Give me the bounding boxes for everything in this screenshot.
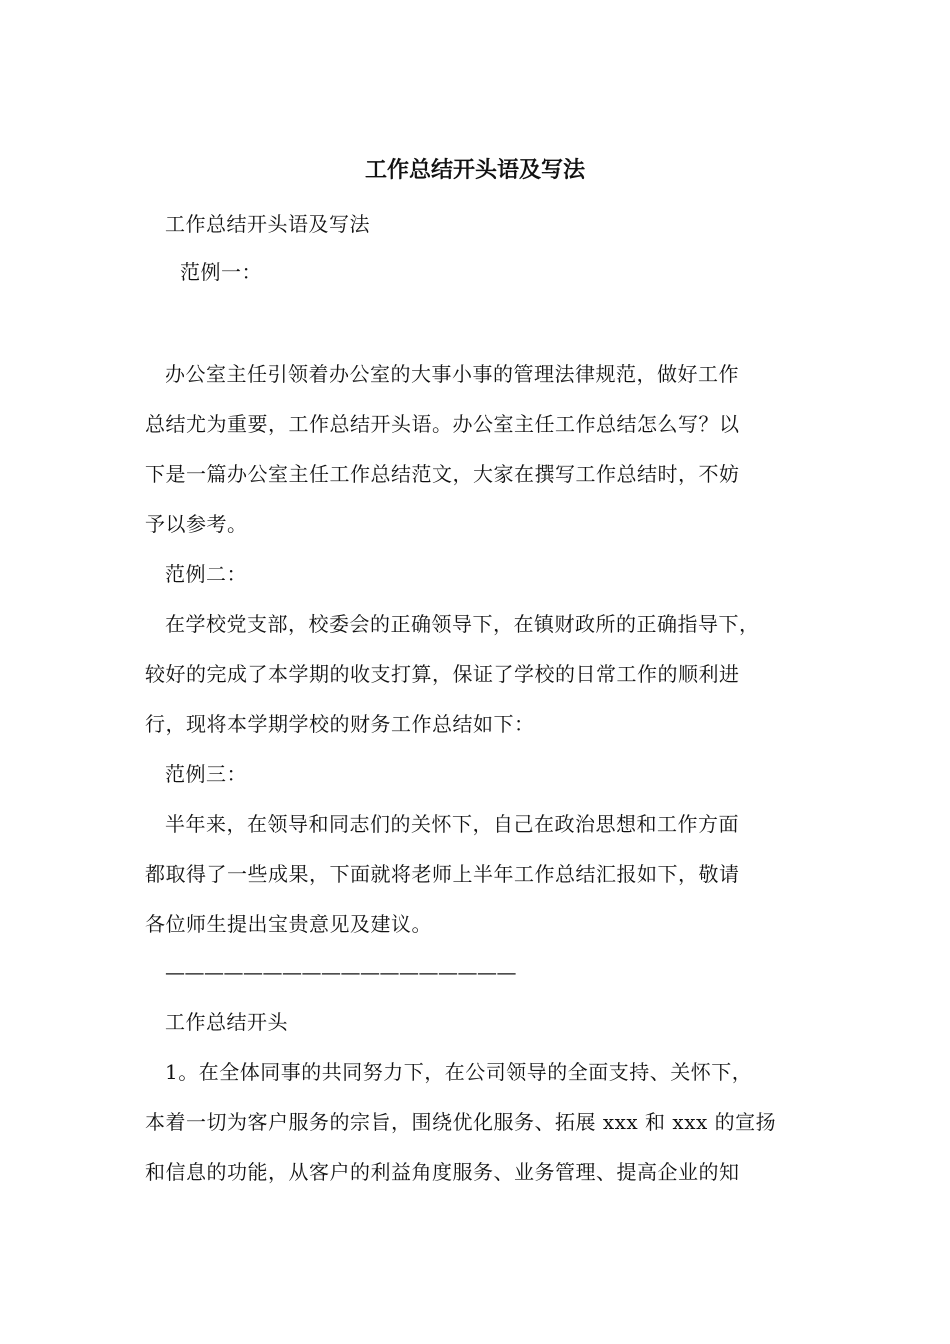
dash-separator: —————————————————— xyxy=(165,960,516,984)
subtitle-line: 工作总结开头语及写法 xyxy=(165,212,370,236)
paragraph-line: 半年来，在领导和同志们的关怀下，自己在政治思想和工作方面 xyxy=(165,812,739,836)
paragraph-line: 下是一篇办公室主任工作总结范文，大家在撰写工作总结时，不妨 xyxy=(145,462,740,486)
paragraph-line: 行，现将本学期学校的财务工作总结如下： xyxy=(145,712,535,736)
paragraph-line: 都取得了一些成果，下面就将老师上半年工作总结汇报如下，敬请 xyxy=(145,862,740,886)
paragraph-line: 办公室主任引领着办公室的大事小事的管理法律规范，做好工作 xyxy=(165,362,739,386)
example-heading-2: 范例二： xyxy=(165,562,247,586)
example-heading-3: 范例三： xyxy=(165,762,247,786)
paragraph-line: 较好的完成了本学期的收支打算，保证了学校的日常工作的顺利进 xyxy=(145,662,740,686)
paragraph-line: 1。在全体同事的共同努力下，在公司领导的全面支持、关怀下， xyxy=(165,1060,753,1084)
section-heading: 工作总结开头 xyxy=(165,1010,288,1034)
paragraph-line: 和信息的功能，从客户的利益角度服务、业务管理、提高企业的知 xyxy=(145,1160,740,1184)
paragraph-line: 各位师生提出宝贵意见及建议。 xyxy=(145,912,432,936)
document-title: 工作总结开头语及写法 xyxy=(364,157,585,183)
paragraph-line: 予以参考。 xyxy=(145,512,248,536)
paragraph-line: 在学校党支部，校委会的正确领导下，在镇财政所的正确指导下， xyxy=(165,612,760,636)
example-heading-1: 范例一： xyxy=(180,260,262,284)
paragraph-line: 总结尤为重要，工作总结开头语。办公室主任工作总结怎么写？以 xyxy=(145,412,740,436)
paragraph-line: 本着一切为客户服务的宗旨，围绕优化服务、拓展 xxx 和 xxx 的宣扬 xyxy=(145,1110,777,1134)
